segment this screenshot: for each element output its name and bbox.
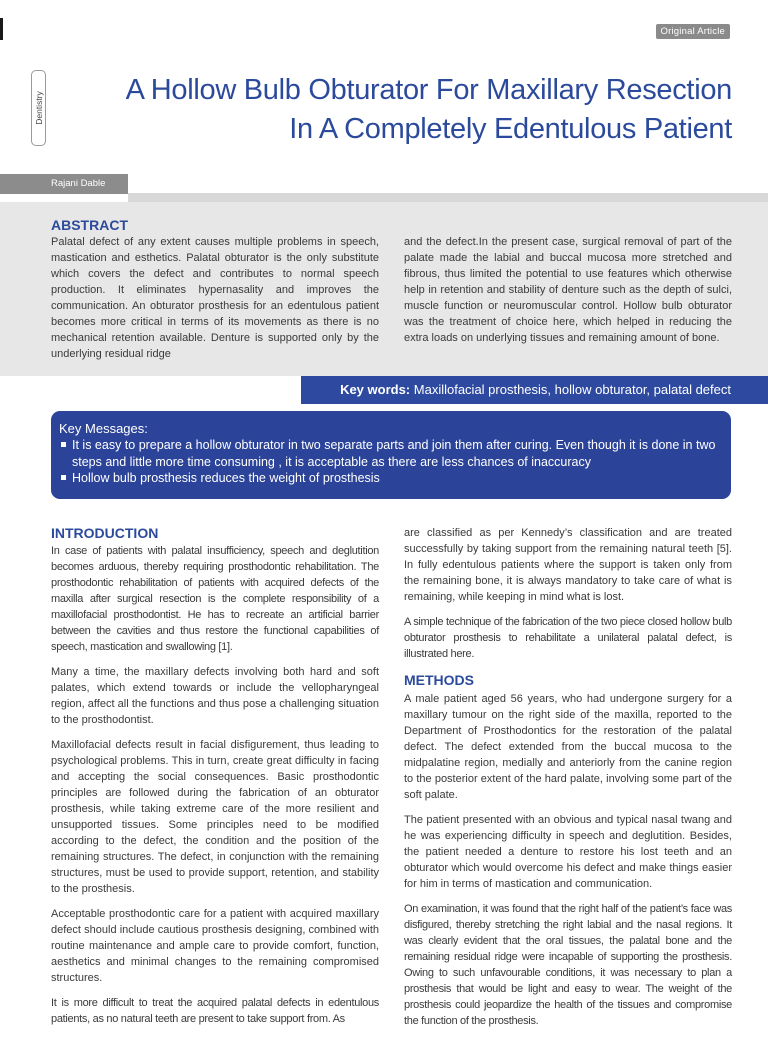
body-paragraph: Maxillofacial defects result in facial disfigurement, thus leading to psychological problems. This in turn, create great difficulty in facing and accepting the social consequences. Basic prosthodontic principles are followed during the fabrication of an obturator prosthesis, while taking extreme care of the more resilient and unsupported tissues. Some principles need to be modified according to the defect, the condition and the position of the remaining structures. The defect, in conjunction with the remaining structures, must be used to provide support, retention, and stability to the prosthesis. (51, 739, 379, 895)
title-line-1: A Hollow Bulb Obturator For Maxillary Resection (125, 74, 732, 106)
body-paragraph: On examination, it was found that the right half of the patient’s face was disfigured, thereby stretching the right labial and the nasal regions. It was clearly evident that the oral tissues, the palatal bone and the remaining residual ridge were incapable of supporting the prosthesis. Owing to such unfavourable conditions, it was necessary to plan a prosthesis that would be light and easy to wear. The weight of the prosthesis could jeopardize the health of the tissues and compromise the function of the prosthesis. (404, 903, 732, 1027)
body-paragraph: A male patient aged 56 years, who had undergone surgery for a maxillary tumour on the right side of the maxilla, reported to the Department of Prosthodontics for the restoration of the palatal defect. The defect extended from the buccal mucosa to the midpalatine region, medially and anteriorly from the canine region to the posterior extent of the hard palate, involving some part of the soft palate. (404, 693, 732, 801)
header-divider (128, 193, 768, 202)
abstract-heading: ABSTRACT (51, 217, 128, 233)
introduction-heading: INTRODUCTION (51, 525, 159, 541)
body-paragraph: The patient presented with an obvious and typical nasal twang and he was experiencing difficulty in speech and deglutition. Besides, the patient needed a denture to restore his lost teeth and an obturator which would overcome his defect and make things easier for him in terms of mastication and communication. (404, 814, 732, 890)
title-line-2: In A Completely Edentulous Patient (289, 113, 732, 145)
key-message-item: Hollow bulb prosthesis reduces the weight of prosthesis (59, 470, 719, 487)
abstract-text-left: Palatal defect of any extent causes multiple problems in speech, mastication and esthetics. Palatal obturator is the only substitute which covers the defect and contributes to normal speech production. It eliminates hypernasality and improves the communication. An obturator prosthesis for an edentulous patient becomes more critical in terms of its movements as there is no mechanical retention available. Denture is supported only by the underlying residual ridge (51, 236, 379, 360)
abstract-text-right: and the defect.In the present case, surgical removal of part of the palate made the labial and buccal mucosa more stretched and fibrous, thus limited the potential to use features which otherwise help in retention and stability of denture such as the depth of sulci, muscle function or neuromuscular control. Hollow bulb obturator was the treatment of choice here, which helped in reducing the extra loads on underlying tissues and remaining amount of bone. (404, 236, 732, 344)
author-name: Rajani Dable (51, 178, 106, 189)
body-paragraph: In case of patients with palatal insufficiency, speech and deglutition becomes arduous, thereby requiring prosthodontic rehabilitation. The prosthodontic rehabilitation of patients with acquired defects of the maxilla after surgical resection is the complete responsibility of a maxillofacial prosthodontist. He has to recreate an artificial barrier between the cavities and thus restore the functional capabilities of speech, mastication and swallowing [1]. (51, 545, 379, 653)
body-paragraph: It is more difficult to treat the acquired palatal defects in edentulous patients, as no natural teeth are present to take support from. As (51, 997, 379, 1025)
section-tab (31, 70, 46, 146)
section-label: Dentistry (33, 91, 44, 125)
body-column-right (404, 525, 732, 1038)
author-bar (0, 174, 128, 194)
page-edge-mark (0, 18, 3, 40)
keywords-bar (301, 376, 768, 404)
key-message-item: It is easy to prepare a hollow obturator in two separate parts and join them after curing. Even though it is done in two steps and little more time consuming , it is acceptable as there are less chances of inaccuracy (59, 437, 719, 470)
methods-heading: METHODS (404, 672, 474, 688)
body-paragraph: A simple technique of the fabrication of the two piece closed hollow bulb obturator prosthesis to rehabilitate a unilateral palatal defect, is illustrated here. (404, 616, 732, 660)
key-messages-box (51, 411, 731, 499)
key-messages-heading: Key Messages: (59, 421, 148, 436)
body-paragraph: Acceptable prosthodontic care for a patient with acquired maxillary defect should include cautious prosthesis designing, combined with routine maintenance and ample care to provide comfort, function, aesthetics and minimal changes to the remaining compromised structures. (51, 908, 379, 984)
keywords-label: Key words: (340, 382, 411, 397)
body-column-left (51, 524, 379, 1036)
article-type-badge: Original Article (656, 24, 730, 39)
body-paragraph: are classified as per Kennedy’s classification and are treated successfully by taking support from the remaining natural teeth [5]. In fully edentulous patients where the support is taken only from the remaining bone, it is always mandatory to take care of what is remaining, while keeping in mind what is lost. (404, 527, 732, 603)
key-messages-list (59, 437, 719, 487)
article-title (58, 71, 732, 149)
body-paragraph: Many a time, the maxillary defects involving both hard and soft palates, which extend towards or include the vellopharyngeal region, affect all the functions and thus pose a challenging situation to the prosthodontist. (51, 666, 379, 726)
keywords-value: Maxillofacial prosthesis, hollow obturator, palatal defect (413, 382, 731, 397)
